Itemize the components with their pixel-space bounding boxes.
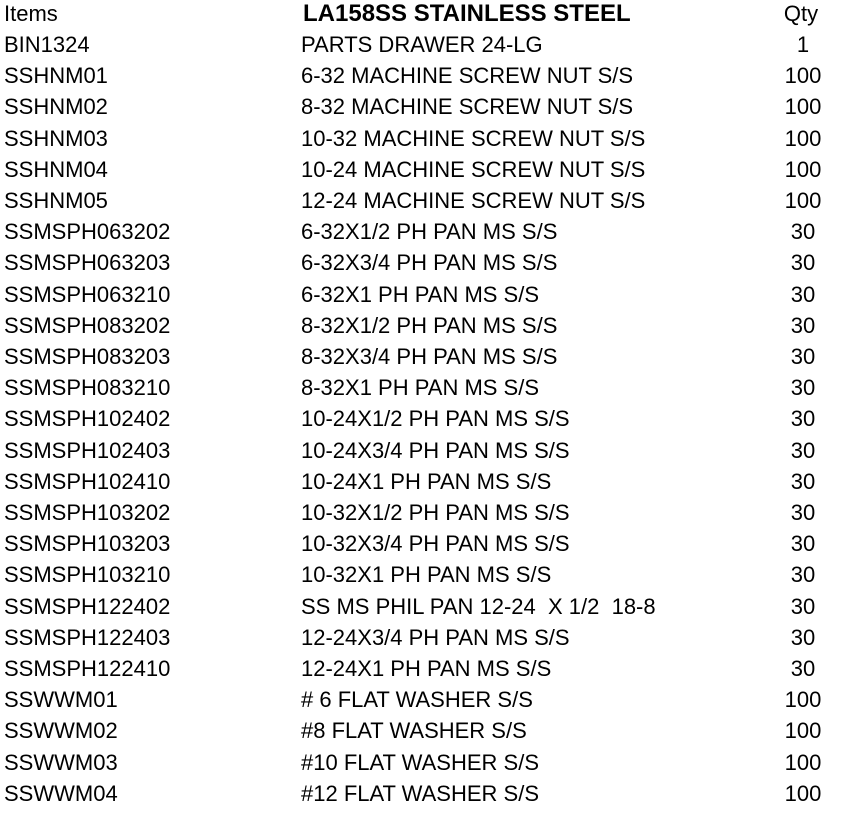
item-description: 12-24 MACHINE SCREW NUT S/S	[301, 188, 646, 213]
item-code: SSHNM05	[4, 188, 108, 213]
table-row	[0, 154, 850, 185]
item-description: 12-24X3/4 PH PAN MS S/S	[301, 624, 570, 650]
table-row	[0, 684, 850, 715]
item-description: 10-32X1/2 PH PAN MS S/S	[301, 500, 570, 525]
sheet-title: LA158SS STAINLESS STEEL	[303, 0, 631, 27]
item-quantity: 30	[790, 531, 816, 557]
item-code: SSMSPH122410	[4, 656, 171, 681]
item-description: 6-32X3/4 PH PAN MS S/S	[301, 250, 558, 276]
item-description: #12 FLAT WASHER S/S	[301, 780, 540, 806]
table-row	[0, 310, 850, 341]
item-code: SSWWM04	[4, 780, 118, 806]
item-quantity: 100	[784, 687, 822, 713]
item-code: SSMSPH122402	[4, 593, 171, 619]
item-description: 10-32X1 PH PAN MS S/S	[301, 562, 552, 588]
item-code: SSMSPH103202	[4, 500, 171, 525]
table-row	[0, 747, 850, 778]
item-description: 6-32X1/2 PH PAN MS S/S	[301, 219, 558, 245]
item-code: SSMSPH102410	[4, 468, 171, 494]
item-quantity: 30	[790, 656, 816, 681]
item-code: SSHNM01	[4, 63, 108, 89]
item-code: SSMSPH122403	[4, 624, 171, 650]
item-quantity: 30	[790, 624, 816, 650]
item-quantity: 100	[784, 156, 822, 182]
table-row	[0, 715, 850, 746]
item-code: SSHNM03	[4, 125, 108, 151]
item-description: 8-32X1 PH PAN MS S/S	[301, 375, 540, 401]
item-description: 8-32 MACHINE SCREW NUT S/S	[301, 94, 634, 120]
item-quantity: 30	[790, 312, 816, 338]
table-row	[0, 372, 850, 403]
item-code: SSWWM01	[4, 687, 118, 713]
item-description: 10-24 MACHINE SCREW NUT S/S	[301, 156, 646, 182]
item-code: SSMSPH063203	[4, 250, 171, 276]
items-column-header: Items	[4, 1, 58, 26]
item-quantity: 30	[790, 406, 816, 432]
qty-column-header: Qty	[783, 1, 819, 26]
table-row	[0, 622, 850, 653]
item-quantity: 100	[784, 125, 822, 151]
table-row	[0, 279, 850, 310]
item-description: 10-24X3/4 PH PAN MS S/S	[301, 437, 570, 463]
table-row	[0, 91, 850, 122]
item-code: SSMSPH083202	[4, 312, 171, 338]
item-description: 10-32X3/4 PH PAN MS S/S	[301, 531, 570, 557]
item-description: 10-24X1/2 PH PAN MS S/S	[301, 406, 570, 432]
table-row	[0, 60, 850, 91]
item-code: SSMSPH103203	[4, 531, 171, 557]
item-quantity: 30	[790, 344, 816, 369]
item-description: PARTS DRAWER 24-LG	[301, 32, 543, 57]
item-quantity: 30	[790, 219, 816, 245]
item-description: # 6 FLAT WASHER S/S	[301, 687, 533, 713]
item-quantity: 30	[790, 500, 816, 525]
item-quantity: 30	[790, 437, 816, 463]
item-description: 10-24X1 PH PAN MS S/S	[301, 468, 552, 494]
header-row	[0, 0, 850, 29]
table-row	[0, 403, 850, 434]
item-description: #10 FLAT WASHER S/S	[301, 749, 540, 775]
item-code: SSHNM04	[4, 156, 108, 182]
table-row	[0, 435, 850, 466]
item-quantity: 100	[784, 188, 822, 213]
item-code: SSMSPH102402	[4, 406, 171, 432]
item-code: SSWWM02	[4, 718, 118, 744]
item-description: 12-24X1 PH PAN MS S/S	[301, 656, 552, 681]
item-code: SSMSPH083210	[4, 375, 171, 401]
item-quantity: 30	[790, 281, 816, 307]
table-row	[0, 247, 850, 278]
item-description: #8 FLAT WASHER S/S	[301, 718, 527, 744]
item-code: SSWWM03	[4, 749, 118, 775]
item-description: 6-32 MACHINE SCREW NUT S/S	[301, 63, 634, 89]
item-code: SSMSPH083203	[4, 344, 171, 369]
item-quantity: 30	[790, 250, 816, 276]
item-quantity: 30	[790, 468, 816, 494]
item-description: 8-32X3/4 PH PAN MS S/S	[301, 344, 558, 369]
item-quantity: 100	[784, 718, 822, 744]
table-row	[0, 528, 850, 559]
item-description: 8-32X1/2 PH PAN MS S/S	[301, 312, 558, 338]
item-quantity: 100	[784, 780, 822, 806]
table-row	[0, 653, 850, 684]
table-row	[0, 216, 850, 247]
item-quantity: 30	[790, 375, 816, 401]
item-quantity: 30	[790, 562, 816, 588]
table-row	[0, 123, 850, 154]
item-description: 6-32X1 PH PAN MS S/S	[301, 281, 540, 307]
item-description: SS MS PHIL PAN 12-24 X 1/2 18-8	[301, 593, 656, 619]
item-code: SSMSPH063210	[4, 281, 171, 307]
table-row	[0, 29, 850, 60]
item-code: SSMSPH063202	[4, 219, 171, 245]
table-row	[0, 497, 850, 528]
table-row	[0, 591, 850, 622]
item-quantity: 100	[784, 749, 822, 775]
table-row	[0, 778, 850, 809]
item-quantity: 100	[784, 94, 822, 120]
item-quantity: 1	[796, 32, 810, 57]
table-row	[0, 341, 850, 372]
item-quantity: 30	[790, 593, 816, 619]
item-code: SSHNM02	[4, 94, 108, 120]
item-quantity: 100	[784, 63, 822, 89]
item-description: 10-32 MACHINE SCREW NUT S/S	[301, 125, 646, 151]
table-row	[0, 466, 850, 497]
item-code: SSMSPH102403	[4, 437, 171, 463]
table-row	[0, 559, 850, 590]
item-code: SSMSPH103210	[4, 562, 171, 588]
table-row	[0, 185, 850, 216]
item-code: BIN1324	[4, 32, 90, 57]
